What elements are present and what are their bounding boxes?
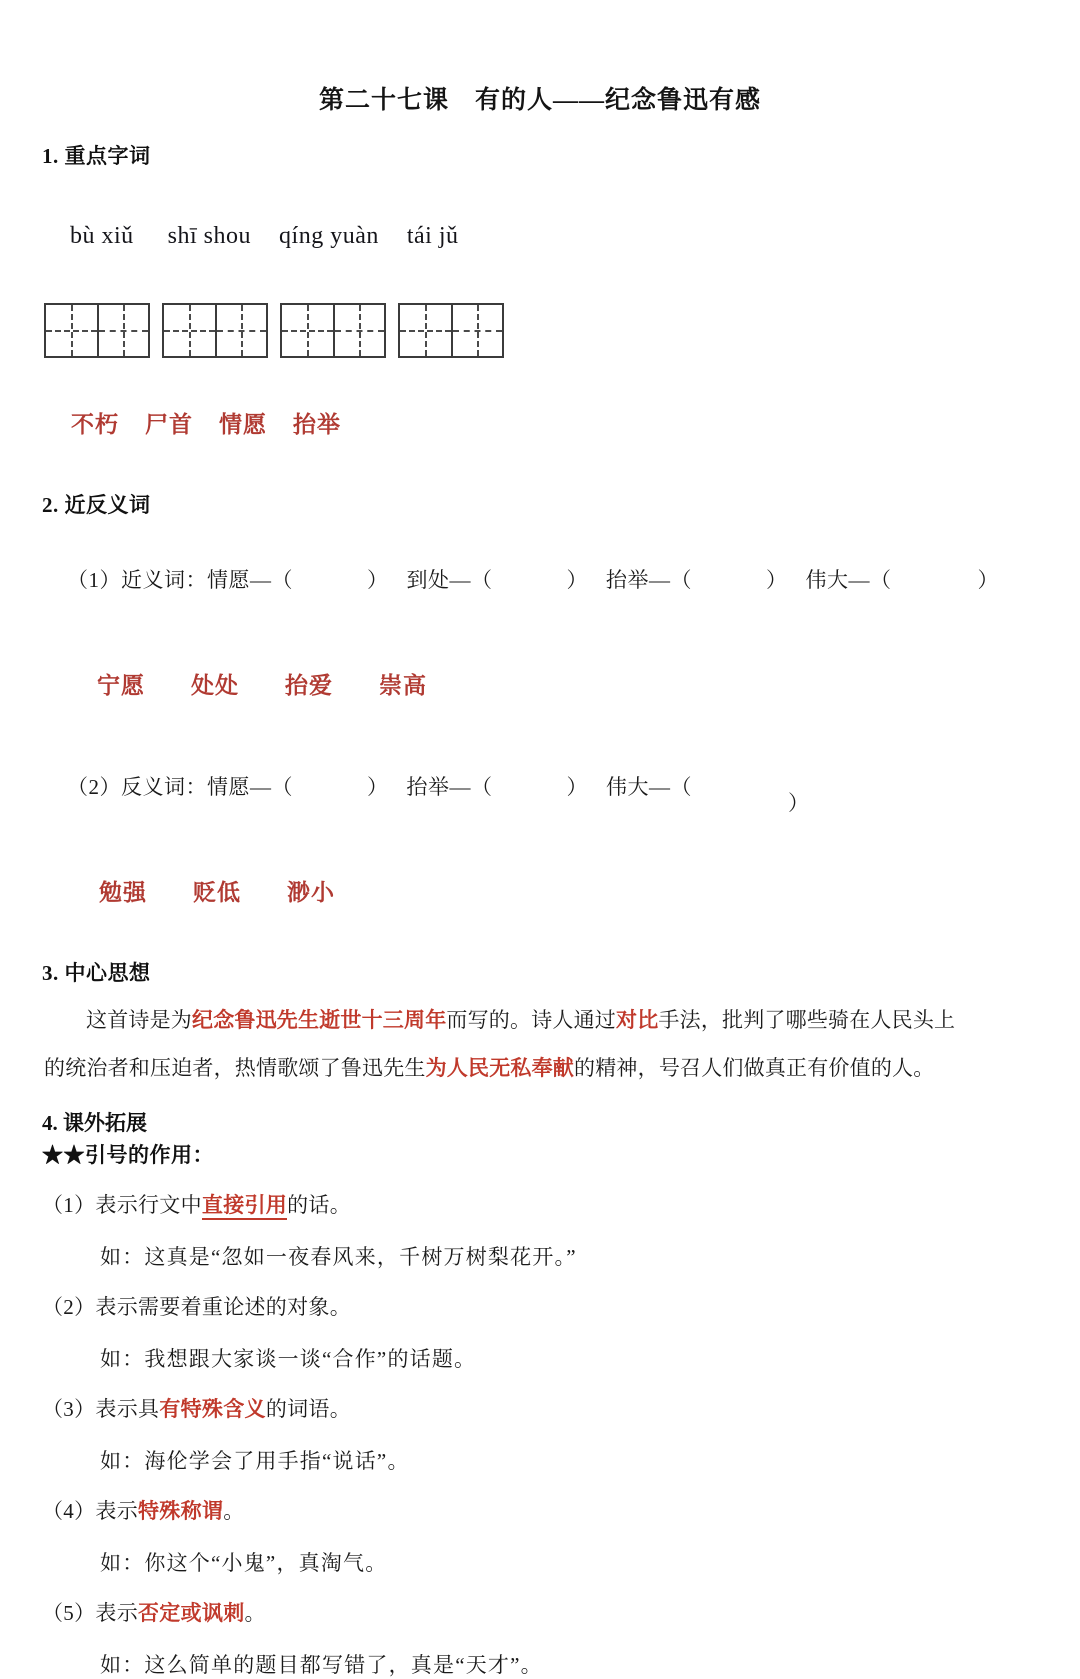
character-grid-box[interactable] — [44, 303, 150, 358]
answer-word: 抬举 — [293, 412, 341, 437]
quotation-usage-example: 如：这么简单的题目都写错了，真是“天才”。 — [100, 1653, 543, 1678]
item-prefix: （4）表示 — [42, 1499, 138, 1524]
character-grid-cell[interactable] — [282, 305, 333, 356]
text-run: 手法，批判了哪些骑在人民头上 — [658, 1008, 956, 1032]
character-grid-cell[interactable] — [215, 305, 266, 356]
item-suffix: 。 — [244, 1601, 266, 1626]
section-3-heading: 3. 中心思想 — [42, 961, 151, 985]
item-highlight: 直接引用 — [202, 1193, 287, 1220]
item-suffix: 的词语。 — [265, 1397, 352, 1422]
section-4-subheading: ★★引号的作用： — [42, 1143, 214, 1168]
antonym-label: （2）反义词： — [67, 775, 207, 799]
section-4-heading: 4. 课外拓展 — [42, 1111, 147, 1136]
synonym-answers — [70, 641, 1080, 726]
quotation-usage-item — [42, 1597, 1080, 1627]
character-grid-cell[interactable] — [451, 305, 502, 356]
text-run: 而写的。诗人通过 — [446, 1008, 617, 1032]
character-grid-row — [44, 303, 1080, 358]
antonym-prompt-3: 伟大—（ — [606, 775, 692, 799]
item-prefix: （5）表示 — [42, 1601, 138, 1626]
item-suffix: 的话。 — [287, 1193, 352, 1218]
answer-word: 崇高 — [379, 673, 427, 698]
quotation-usage-item — [42, 1495, 1080, 1525]
close-paren: ） — [367, 568, 389, 592]
antonym-prompt-1: 情愿—（ — [207, 775, 293, 799]
synonym-label: （1）近义词： — [67, 568, 207, 592]
text-run: 的精神，号召人们做真正有价值的人。 — [574, 1056, 935, 1081]
answer-word: 处处 — [191, 673, 239, 698]
highlight-text: 纪念鲁迅先生逝世十三周年 — [192, 1008, 447, 1032]
character-grid-cell[interactable] — [333, 305, 384, 356]
answer-word: 勉强 — [99, 880, 147, 905]
pinyin-item-2: shī shou — [167, 223, 252, 249]
close-paren-offset: ） — [788, 791, 810, 815]
answer-word: 宁愿 — [97, 673, 145, 698]
answer-word: 贬低 — [193, 880, 241, 905]
quotation-usage-item — [42, 1393, 1080, 1423]
section-2-heading: 2. 近反义词 — [42, 493, 151, 517]
quotation-usage-example: 如：我想跟大家谈一谈“合作”的话题。 — [100, 1347, 477, 1372]
text-run: 这首诗是为 — [86, 1008, 192, 1032]
quotation-usage-example: 如：海伦学会了用手指“说话”。 — [100, 1449, 410, 1474]
section-1-heading: 1. 重点字词 — [42, 144, 151, 168]
answer-word: 尸首 — [145, 412, 193, 437]
close-paren: ） — [766, 568, 788, 592]
pinyin-item-1: bù xiǔ — [70, 223, 134, 249]
pinyin-row — [44, 196, 1080, 277]
item-highlight: 有特殊含义 — [159, 1397, 266, 1422]
close-paren: ） — [566, 568, 588, 592]
antonym-question-line — [44, 746, 1080, 826]
synonym-prompt-1: 情愿—（ — [207, 568, 293, 592]
close-paren: ） — [367, 775, 389, 799]
section-1-answers — [44, 380, 1080, 465]
answer-word: 不朽 — [71, 412, 119, 437]
highlight-text: 为人民无私奉献 — [425, 1056, 575, 1081]
text-run: 的统治者和压迫者，热情歌颂了鲁迅先生 — [44, 1056, 426, 1081]
page-title: 第二十七课 有的人——纪念鲁迅有感 — [318, 87, 761, 114]
character-grid-cell[interactable] — [97, 305, 148, 356]
close-paren: ） — [566, 775, 588, 799]
quotation-usage-item — [42, 1189, 1080, 1219]
antonym-answers — [72, 848, 1080, 933]
synonym-prompt-2: 到处—（ — [406, 568, 493, 592]
character-grid-box[interactable] — [162, 303, 268, 358]
item-suffix: 。 — [223, 1499, 245, 1524]
answer-word: 情愿 — [219, 412, 267, 437]
antonym-prompt-2: 抬举—（ — [406, 775, 493, 799]
item-prefix: （3）表示具 — [42, 1397, 160, 1422]
item-prefix: （1）表示行文中 — [42, 1193, 202, 1218]
quotation-usage-list — [0, 1189, 1080, 1679]
character-grid-cell[interactable] — [46, 305, 97, 356]
item-prefix: （2）表示需要着重论述的对象。 — [42, 1295, 351, 1320]
central-idea-paragraph-line-1 — [44, 1003, 1036, 1037]
character-grid-cell[interactable] — [400, 305, 451, 356]
synonym-prompt-3: 抬举—（ — [606, 568, 692, 592]
character-grid-cell[interactable] — [164, 305, 215, 356]
answer-word: 渺小 — [287, 880, 335, 905]
close-paren: ） — [977, 568, 999, 592]
pinyin-item-4: tái jǔ — [406, 223, 459, 249]
quotation-usage-example: 如：这真是“忽如一夜春风来，千树万树梨花开。” — [100, 1245, 577, 1270]
highlight-text: 对比 — [616, 1008, 659, 1032]
quotation-usage-example: 如：你这个“小鬼”，真淘气。 — [100, 1551, 388, 1576]
pinyin-item-3: qíng yuàn — [279, 223, 379, 249]
character-grid-box[interactable] — [280, 303, 386, 358]
quotation-usage-item — [42, 1291, 1080, 1321]
synonym-prompt-4: 伟大—（ — [805, 568, 892, 592]
item-highlight: 否定或讽刺 — [138, 1601, 245, 1626]
item-highlight: 特殊称谓 — [138, 1499, 224, 1524]
central-idea-paragraph-line-2 — [44, 1051, 1036, 1085]
character-grid-box[interactable] — [398, 303, 504, 358]
synonym-question-line — [44, 539, 1080, 619]
answer-word: 抬爱 — [285, 673, 333, 698]
